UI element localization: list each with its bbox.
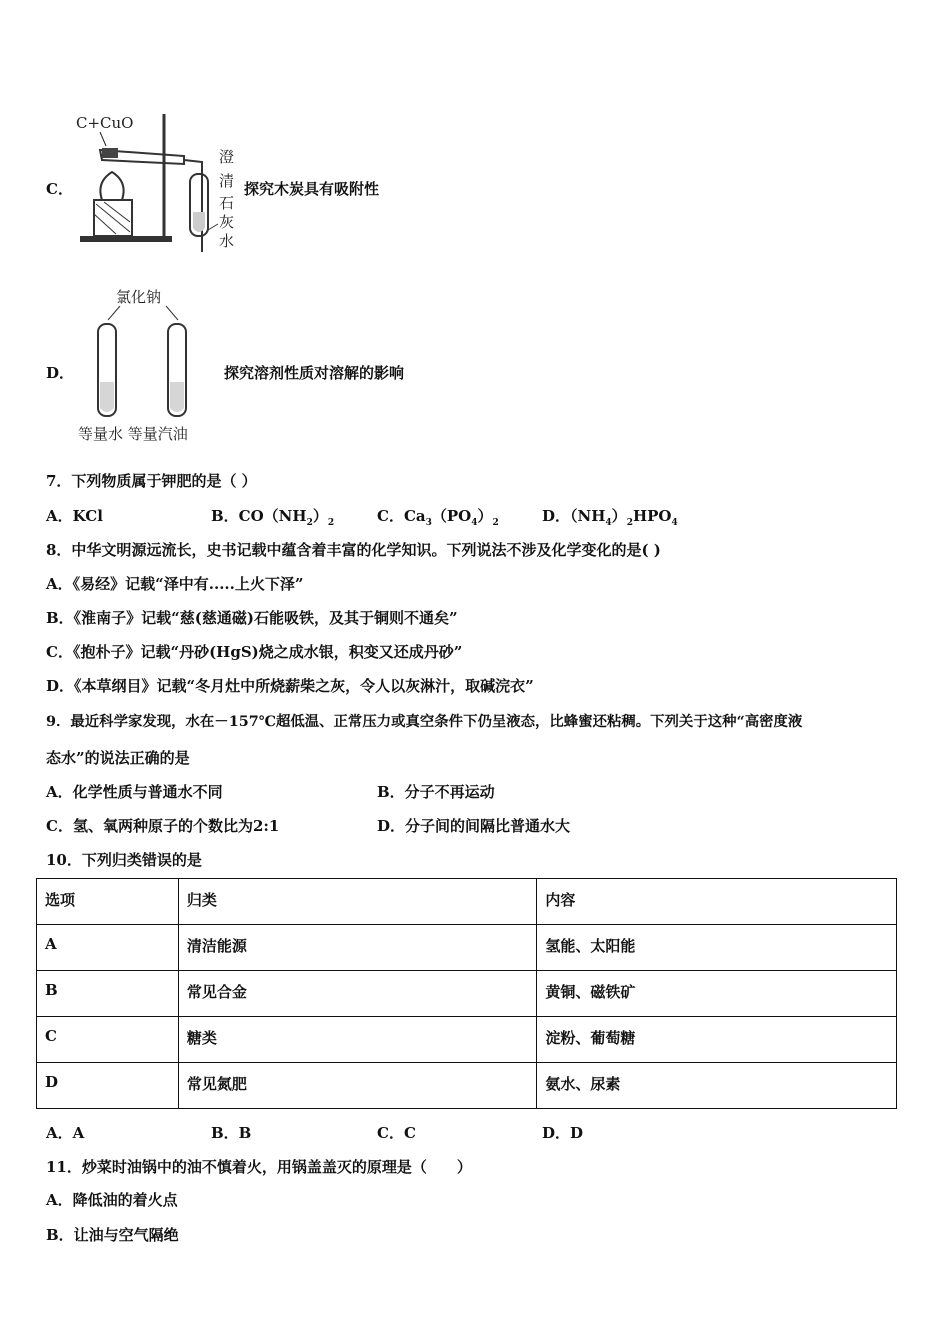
q10-option-a: A．A (46, 1124, 85, 1142)
q10-option-d: D．D (542, 1124, 584, 1142)
table-header-cell: 归类 (178, 879, 537, 925)
q7-option-a: A．KCl (46, 507, 103, 525)
figure-label-lime-water-2: 清 (219, 172, 235, 190)
q8-stem: 8．中华文明源远流长，史书记载中蕴含着丰富的化学知识。下列说法不涉及化学变化的是( ) (46, 541, 661, 559)
q8-option-a: A．《易经》记载“泽中有.....上火下泽” (46, 575, 304, 593)
table-cell: 常见合金 (178, 971, 537, 1017)
q9-option-d: D．分子间的间隔比普通水大 (377, 817, 571, 835)
table-row (37, 971, 897, 1017)
q6-option-c-text: 探究木炭具有吸附性 (244, 180, 380, 198)
q6-option-d-label: D． (46, 364, 75, 382)
table-cell: D (37, 1063, 179, 1109)
table-header-cell: 内容 (537, 879, 897, 925)
q8-option-d: D．《本草纲目》记载“冬月灶中所烧薪柴之灰，令人以灰淋汁，取碱浣衣” (46, 677, 534, 695)
q6-option-d-text: 探究溶剂性质对溶解的影响 (224, 364, 405, 382)
figure-label-lime-water-1: 澄 (219, 148, 235, 166)
q7-stem: 7．下列物质属于钾肥的是（ ） (46, 472, 257, 490)
q6-option-d-figure (76, 286, 226, 446)
figure-label-lime-water-3: 石 (219, 194, 235, 212)
table-row (37, 925, 897, 971)
table-cell: 糖类 (178, 1017, 537, 1063)
q9-option-b: B．分子不再运动 (377, 783, 495, 801)
figure-label-reactants: C+CuO (76, 114, 134, 132)
q10-stem: 10．下列归类错误的是 (46, 851, 202, 869)
q11-option-a: A．降低油的着火点 (46, 1191, 178, 1209)
table-row (37, 1063, 897, 1109)
table-cell: 氢能、太阳能 (537, 925, 897, 971)
q9-stem-line1: 9．最近科学家发现，水在－157℃超低温、正常压力或真空条件下仍呈液态，比蜂蜜还粘稠。下列关于这种“高密度液 (46, 713, 803, 730)
q9-option-a: A．化学性质与普通水不同 (46, 783, 223, 801)
table-header-row (37, 879, 897, 925)
q8-option-b: B．《淮南子》记载“慈(慈通磁)石能吸铁，及其于铜则不通矣” (46, 609, 458, 627)
q6-option-c-label: C． (46, 180, 73, 198)
q9-stem-line2: 态水”的说法正确的是 (46, 749, 190, 767)
table-cell: 氨水、尿素 (537, 1063, 897, 1109)
table-cell: 黄铜、磁铁矿 (537, 971, 897, 1017)
figure-label-lime-water-5: 水 (219, 232, 235, 250)
q9-option-c: C．氢、氧两种原子的个数比为2:1 (46, 817, 280, 835)
table-cell: 常见氮肥 (178, 1063, 537, 1109)
table-cell: 淀粉、葡萄糖 (537, 1017, 897, 1063)
q11-stem: 11．炒菜时油锅中的油不慎着火，用锅盖盖灭的原理是（ ） (46, 1158, 472, 1176)
q6-option-c-figure (72, 112, 247, 252)
table-cell: B (37, 971, 179, 1017)
table-cell: 清洁能源 (178, 925, 537, 971)
table-header-cell: 选项 (37, 879, 179, 925)
q7-option-b: B．$CO(NH_2)_2$ (211, 507, 335, 528)
q7-option-d: D．$(NH_4)_2HPO_4$ (542, 507, 678, 528)
table-cell: C (37, 1017, 179, 1063)
q7-option-c: C．$Ca_3(PO_4)_2$ (377, 507, 499, 528)
table-row (37, 1017, 897, 1063)
table-cell: A (37, 925, 179, 971)
figure-label-lime-water-4: 灰 (219, 213, 235, 231)
q11-option-b: B．让油与空气隔绝 (46, 1226, 179, 1244)
q8-option-c: C．《抱朴子》记载“丹砂(HgS)烧之成水银，积变又还成丹砂” (46, 643, 463, 661)
figure-label-solvents: 等量水 等量汽油 (78, 425, 188, 443)
q10-table (36, 878, 897, 1109)
figure-label-nacl: 氯化钠 (116, 288, 162, 306)
q10-option-b: B．B (211, 1124, 252, 1142)
q10-option-c: C．C (377, 1124, 416, 1142)
